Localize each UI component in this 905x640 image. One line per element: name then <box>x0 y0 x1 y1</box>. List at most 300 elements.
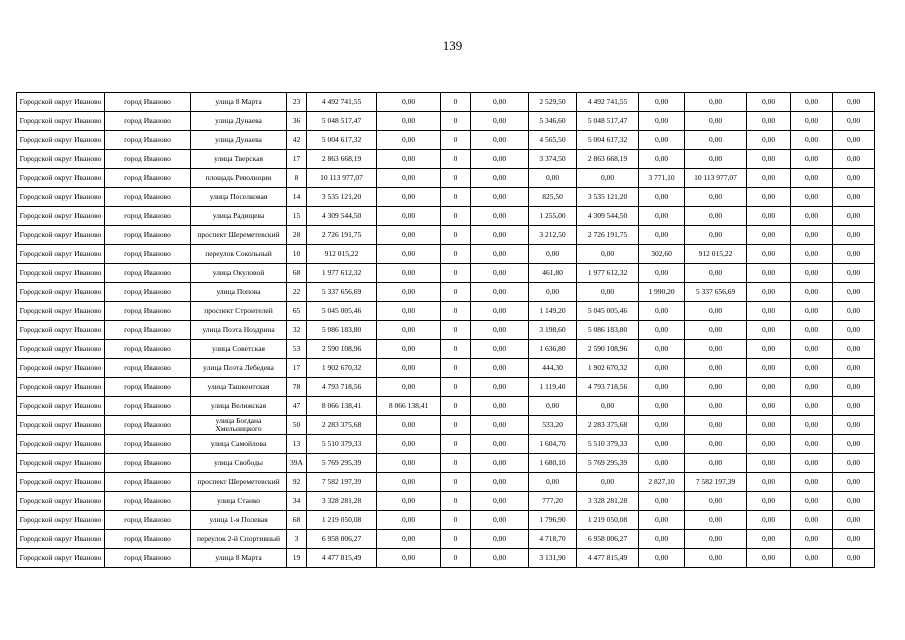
cost-cell: 0,00 <box>377 302 441 321</box>
locality-cell: город Иваново <box>105 549 191 568</box>
area-cell: 0,00 <box>639 416 685 435</box>
cost-cell: 912 015,22 <box>685 245 747 264</box>
municipality-cell: Городской округ Иваново <box>17 530 105 549</box>
area-cell: 0,00 <box>639 207 685 226</box>
locality-cell: город Иваново <box>105 378 191 397</box>
count-cell: 0 <box>441 245 471 264</box>
cost-cell: 0,00 <box>377 549 441 568</box>
area-cell: 1 990,20 <box>639 283 685 302</box>
table-row <box>17 454 875 473</box>
table-row <box>17 378 875 397</box>
cost-cell: 0,00 <box>471 245 529 264</box>
cost-cell: 0,00 <box>685 226 747 245</box>
locality-cell: город Иваново <box>105 112 191 131</box>
municipality-cell: Городской округ Иваново <box>17 340 105 359</box>
table-row <box>17 226 875 245</box>
cost-cell: 0,00 <box>833 283 875 302</box>
area-cell: 0,00 <box>529 283 577 302</box>
count-cell: 0 <box>441 473 471 492</box>
registry-table <box>16 92 875 568</box>
area-cell: 2 827,10 <box>639 473 685 492</box>
table-row <box>17 93 875 112</box>
area-cell: 1 119,40 <box>529 378 577 397</box>
area-cell: 0,00 <box>529 397 577 416</box>
cost-cell: 0,00 <box>791 131 833 150</box>
municipality-cell: Городской округ Иваново <box>17 264 105 283</box>
cost-cell: 0,00 <box>377 359 441 378</box>
cost-cell: 0,00 <box>747 530 791 549</box>
area-cell: 0,00 <box>529 473 577 492</box>
street-cell: улица Свободы <box>191 454 287 473</box>
street-cell: проспект Шереметевский <box>191 473 287 492</box>
cost-cell: 0,00 <box>747 169 791 188</box>
count-cell: 0 <box>441 549 471 568</box>
area-cell: 0,00 <box>529 169 577 188</box>
cost-cell: 0,00 <box>791 226 833 245</box>
house-number-cell: 65 <box>287 302 307 321</box>
cost-cell: 0,00 <box>833 264 875 283</box>
cost-cell: 0,00 <box>685 378 747 397</box>
locality-cell: город Иваново <box>105 511 191 530</box>
cost-cell: 0,00 <box>471 340 529 359</box>
cost-cell: 0,00 <box>377 169 441 188</box>
total-cost-cell: 4 492 741,55 <box>307 93 377 112</box>
municipality-cell: Городской округ Иваново <box>17 454 105 473</box>
cost-cell: 0,00 <box>685 549 747 568</box>
house-number-cell: 47 <box>287 397 307 416</box>
municipality-cell: Городской округ Иваново <box>17 359 105 378</box>
total-cost-cell: 4 477 815,49 <box>307 549 377 568</box>
cost-cell: 1 219 050,08 <box>577 511 639 530</box>
cost-cell: 6 958 006,27 <box>577 530 639 549</box>
street-cell: улица Самойлова <box>191 435 287 454</box>
count-cell: 0 <box>441 435 471 454</box>
cost-cell: 0,00 <box>791 207 833 226</box>
cost-cell: 0,00 <box>791 264 833 283</box>
cost-cell: 0,00 <box>471 359 529 378</box>
municipality-cell: Городской округ Иваново <box>17 511 105 530</box>
house-number-cell: 78 <box>287 378 307 397</box>
cost-cell: 0,00 <box>685 302 747 321</box>
cost-cell: 0,00 <box>791 283 833 302</box>
cost-cell: 0,00 <box>747 359 791 378</box>
cost-cell: 10 113 977,07 <box>685 169 747 188</box>
cost-cell: 0,00 <box>471 416 529 435</box>
locality-cell: город Иваново <box>105 169 191 188</box>
count-cell: 0 <box>441 150 471 169</box>
street-cell: переулок 2-й Спортивный <box>191 530 287 549</box>
cost-cell: 0,00 <box>377 283 441 302</box>
total-cost-cell: 4 309 544,50 <box>307 207 377 226</box>
total-cost-cell: 5 337 656,69 <box>307 283 377 302</box>
cost-cell: 0,00 <box>833 245 875 264</box>
street-cell: площадь Революции <box>191 169 287 188</box>
cost-cell: 0,00 <box>377 264 441 283</box>
house-number-cell: 23 <box>287 93 307 112</box>
cost-cell: 0,00 <box>833 416 875 435</box>
table-row <box>17 416 875 435</box>
cost-cell: 0,00 <box>833 112 875 131</box>
table-row <box>17 435 875 454</box>
count-cell: 0 <box>441 283 471 302</box>
table-row <box>17 302 875 321</box>
locality-cell: город Иваново <box>105 226 191 245</box>
table-row <box>17 112 875 131</box>
total-cost-cell: 2 863 668,19 <box>307 150 377 169</box>
house-number-cell: 53 <box>287 340 307 359</box>
locality-cell: город Иваново <box>105 473 191 492</box>
cost-cell: 4 492 741,55 <box>577 93 639 112</box>
count-cell: 0 <box>441 340 471 359</box>
area-cell: 0,00 <box>639 530 685 549</box>
area-cell: 3 198,60 <box>529 321 577 340</box>
cost-cell: 0,00 <box>377 226 441 245</box>
street-cell: улица Велижская <box>191 397 287 416</box>
area-cell: 4 718,70 <box>529 530 577 549</box>
cost-cell: 0,00 <box>471 492 529 511</box>
table-row <box>17 321 875 340</box>
cost-cell: 0,00 <box>791 416 833 435</box>
cost-cell: 0,00 <box>471 530 529 549</box>
table-row <box>17 207 875 226</box>
street-cell: улица Поэта Ноздрина <box>191 321 287 340</box>
cost-cell: 0,00 <box>747 435 791 454</box>
cost-cell: 0,00 <box>377 150 441 169</box>
cost-cell: 0,00 <box>377 131 441 150</box>
cost-cell: 0,00 <box>685 359 747 378</box>
area-cell: 1 636,80 <box>529 340 577 359</box>
table-row <box>17 492 875 511</box>
cost-cell: 0,00 <box>791 397 833 416</box>
table-row <box>17 283 875 302</box>
locality-cell: город Иваново <box>105 131 191 150</box>
table-row <box>17 264 875 283</box>
cost-cell: 0,00 <box>747 454 791 473</box>
cost-cell: 2 726 191,75 <box>577 226 639 245</box>
cost-cell: 0,00 <box>791 245 833 264</box>
cost-cell: 0,00 <box>747 473 791 492</box>
cost-cell: 0,00 <box>471 150 529 169</box>
municipality-cell: Городской округ Иваново <box>17 473 105 492</box>
cost-cell: 0,00 <box>833 511 875 530</box>
total-cost-cell: 5 086 183,80 <box>307 321 377 340</box>
cost-cell: 0,00 <box>791 359 833 378</box>
total-cost-cell: 8 066 138,41 <box>307 397 377 416</box>
area-cell: 1 680,10 <box>529 454 577 473</box>
area-cell: 777,20 <box>529 492 577 511</box>
area-cell: 4 565,50 <box>529 131 577 150</box>
house-number-cell: 17 <box>287 359 307 378</box>
cost-cell: 0,00 <box>377 511 441 530</box>
cost-cell: 5 048 517,47 <box>577 112 639 131</box>
street-cell: улица Станко <box>191 492 287 511</box>
cost-cell: 0,00 <box>747 112 791 131</box>
cost-cell: 0,00 <box>833 530 875 549</box>
area-cell: 1 796,90 <box>529 511 577 530</box>
municipality-cell: Городской округ Иваново <box>17 492 105 511</box>
count-cell: 0 <box>441 378 471 397</box>
cost-cell: 0,00 <box>747 378 791 397</box>
cost-cell: 0,00 <box>685 435 747 454</box>
locality-cell: город Иваново <box>105 530 191 549</box>
cost-cell: 5 337 656,69 <box>685 283 747 302</box>
cost-cell: 0,00 <box>747 245 791 264</box>
cost-cell: 0,00 <box>833 378 875 397</box>
municipality-cell: Городской округ Иваново <box>17 283 105 302</box>
total-cost-cell: 5 004 617,32 <box>307 131 377 150</box>
cost-cell: 0,00 <box>377 207 441 226</box>
cost-cell: 0,00 <box>833 131 875 150</box>
total-cost-cell: 3 328 281,28 <box>307 492 377 511</box>
municipality-cell: Городской округ Иваново <box>17 416 105 435</box>
cost-cell: 0,00 <box>377 530 441 549</box>
area-cell: 0,00 <box>529 245 577 264</box>
house-number-cell: 68 <box>287 511 307 530</box>
cost-cell: 0,00 <box>791 378 833 397</box>
cost-cell: 4 477 815,49 <box>577 549 639 568</box>
house-number-cell: 32 <box>287 321 307 340</box>
area-cell: 2 529,50 <box>529 93 577 112</box>
cost-cell: 0,00 <box>791 340 833 359</box>
cost-cell: 0,00 <box>471 549 529 568</box>
cost-cell: 0,00 <box>471 435 529 454</box>
street-cell: улица 8 Марта <box>191 93 287 112</box>
area-cell: 3 212,50 <box>529 226 577 245</box>
street-cell: улица 8 Марта <box>191 549 287 568</box>
locality-cell: город Иваново <box>105 264 191 283</box>
cost-cell: 0,00 <box>471 454 529 473</box>
cost-cell: 0,00 <box>791 454 833 473</box>
total-cost-cell: 5 045 005,46 <box>307 302 377 321</box>
total-cost-cell: 7 582 197,39 <box>307 473 377 492</box>
area-cell: 0,00 <box>639 492 685 511</box>
cost-cell: 0,00 <box>685 207 747 226</box>
cost-cell: 0,00 <box>471 264 529 283</box>
cost-cell: 0,00 <box>833 302 875 321</box>
cost-cell: 0,00 <box>747 397 791 416</box>
street-cell: улица Ташкентская <box>191 378 287 397</box>
area-cell: 0,00 <box>639 378 685 397</box>
area-cell: 0,00 <box>639 226 685 245</box>
table-row <box>17 397 875 416</box>
cost-cell: 0,00 <box>377 454 441 473</box>
cost-cell: 0,00 <box>791 549 833 568</box>
street-cell: улица Радищева <box>191 207 287 226</box>
cost-cell: 0,00 <box>747 131 791 150</box>
house-number-cell: 39А <box>287 454 307 473</box>
cost-cell: 0,00 <box>685 340 747 359</box>
count-cell: 0 <box>441 321 471 340</box>
total-cost-cell: 912 015,22 <box>307 245 377 264</box>
cost-cell: 0,00 <box>377 435 441 454</box>
total-cost-cell: 3 535 121,20 <box>307 188 377 207</box>
house-number-cell: 19 <box>287 549 307 568</box>
house-number-cell: 15 <box>287 207 307 226</box>
cost-cell: 0,00 <box>791 511 833 530</box>
count-cell: 0 <box>441 359 471 378</box>
municipality-cell: Городской округ Иваново <box>17 302 105 321</box>
municipality-cell: Городской округ Иваново <box>17 245 105 264</box>
street-cell: проспект Строителей <box>191 302 287 321</box>
cost-cell: 0,00 <box>685 416 747 435</box>
count-cell: 0 <box>441 397 471 416</box>
house-number-cell: 8 <box>287 169 307 188</box>
cost-cell: 0,00 <box>471 321 529 340</box>
area-cell: 461,80 <box>529 264 577 283</box>
house-number-cell: 13 <box>287 435 307 454</box>
cost-cell: 0,00 <box>747 302 791 321</box>
area-cell: 1 255,00 <box>529 207 577 226</box>
street-cell: улица Поселковая <box>191 188 287 207</box>
street-cell: улица Богдана Хмельницкого <box>191 416 287 435</box>
cost-cell: 0,00 <box>685 511 747 530</box>
cost-cell: 0,00 <box>685 188 747 207</box>
cost-cell: 0,00 <box>833 226 875 245</box>
cost-cell: 0,00 <box>833 169 875 188</box>
cost-cell: 0,00 <box>685 492 747 511</box>
cost-cell: 0,00 <box>377 93 441 112</box>
locality-cell: город Иваново <box>105 207 191 226</box>
cost-cell: 0,00 <box>791 112 833 131</box>
cost-cell: 0,00 <box>791 435 833 454</box>
total-cost-cell: 5 510 379,33 <box>307 435 377 454</box>
cost-cell: 0,00 <box>747 264 791 283</box>
cost-cell: 1 902 670,32 <box>577 359 639 378</box>
municipality-cell: Городской округ Иваново <box>17 93 105 112</box>
municipality-cell: Городской округ Иваново <box>17 549 105 568</box>
total-cost-cell: 5 769 295,39 <box>307 454 377 473</box>
cost-cell: 2 590 108,96 <box>577 340 639 359</box>
cost-cell: 0,00 <box>791 93 833 112</box>
house-number-cell: 17 <box>287 150 307 169</box>
cost-cell: 0,00 <box>577 397 639 416</box>
cost-cell: 7 582 197,39 <box>685 473 747 492</box>
cost-cell: 8 066 138,41 <box>377 397 441 416</box>
cost-cell: 0,00 <box>747 511 791 530</box>
locality-cell: город Иваново <box>105 359 191 378</box>
cost-cell: 2 283 375,68 <box>577 416 639 435</box>
house-number-cell: 28 <box>287 226 307 245</box>
table-row <box>17 359 875 378</box>
area-cell: 0,00 <box>639 340 685 359</box>
count-cell: 0 <box>441 492 471 511</box>
locality-cell: город Иваново <box>105 340 191 359</box>
cost-cell: 0,00 <box>685 264 747 283</box>
area-cell: 3 374,50 <box>529 150 577 169</box>
table-row <box>17 169 875 188</box>
table-row <box>17 340 875 359</box>
area-cell: 0,00 <box>639 93 685 112</box>
municipality-cell: Городской округ Иваново <box>17 226 105 245</box>
municipality-cell: Городской округ Иваново <box>17 169 105 188</box>
total-cost-cell: 2 590 108,96 <box>307 340 377 359</box>
cost-cell: 0,00 <box>377 340 441 359</box>
count-cell: 0 <box>441 112 471 131</box>
house-number-cell: 68 <box>287 264 307 283</box>
area-cell: 0,00 <box>639 435 685 454</box>
cost-cell: 0,00 <box>685 150 747 169</box>
cost-cell: 0,00 <box>747 283 791 302</box>
locality-cell: город Иваново <box>105 321 191 340</box>
house-number-cell: 50 <box>287 416 307 435</box>
count-cell: 0 <box>441 188 471 207</box>
cost-cell: 0,00 <box>377 321 441 340</box>
street-cell: улица Тверская <box>191 150 287 169</box>
cost-cell: 0,00 <box>747 93 791 112</box>
cost-cell: 0,00 <box>747 340 791 359</box>
cost-cell: 0,00 <box>833 321 875 340</box>
count-cell: 0 <box>441 131 471 150</box>
cost-cell: 0,00 <box>685 530 747 549</box>
cost-cell: 0,00 <box>377 188 441 207</box>
area-cell: 0,00 <box>639 454 685 473</box>
table-row <box>17 188 875 207</box>
total-cost-cell: 6 958 006,27 <box>307 530 377 549</box>
house-number-cell: 22 <box>287 283 307 302</box>
street-cell: улица Попова <box>191 283 287 302</box>
table-row <box>17 131 875 150</box>
cost-cell: 0,00 <box>471 511 529 530</box>
count-cell: 0 <box>441 93 471 112</box>
cost-cell: 0,00 <box>833 435 875 454</box>
cost-cell: 0,00 <box>833 397 875 416</box>
locality-cell: город Иваново <box>105 245 191 264</box>
area-cell: 0,00 <box>639 302 685 321</box>
locality-cell: город Иваново <box>105 454 191 473</box>
area-cell: 0,00 <box>639 264 685 283</box>
registry-table-body <box>17 93 875 568</box>
municipality-cell: Городской округ Иваново <box>17 131 105 150</box>
house-number-cell: 34 <box>287 492 307 511</box>
cost-cell: 0,00 <box>577 283 639 302</box>
area-cell: 0,00 <box>639 131 685 150</box>
area-cell: 0,00 <box>639 150 685 169</box>
cost-cell: 0,00 <box>833 492 875 511</box>
municipality-cell: Городской округ Иваново <box>17 150 105 169</box>
locality-cell: город Иваново <box>105 302 191 321</box>
cost-cell: 0,00 <box>471 131 529 150</box>
municipality-cell: Городской округ Иваново <box>17 207 105 226</box>
cost-cell: 5 086 183,80 <box>577 321 639 340</box>
cost-cell: 5 510 379,33 <box>577 435 639 454</box>
cost-cell: 0,00 <box>577 473 639 492</box>
page-number: 139 <box>442 38 463 53</box>
cost-cell: 0,00 <box>471 93 529 112</box>
table-row <box>17 530 875 549</box>
street-cell: улица Окуловой <box>191 264 287 283</box>
locality-cell: город Иваново <box>105 492 191 511</box>
area-cell: 3 771,10 <box>639 169 685 188</box>
cost-cell: 0,00 <box>747 492 791 511</box>
cost-cell: 0,00 <box>471 169 529 188</box>
cost-cell: 0,00 <box>377 416 441 435</box>
cost-cell: 0,00 <box>747 226 791 245</box>
cost-cell: 0,00 <box>747 150 791 169</box>
cost-cell: 0,00 <box>471 188 529 207</box>
house-number-cell: 10 <box>287 245 307 264</box>
municipality-cell: Городской округ Иваново <box>17 112 105 131</box>
cost-cell: 5 769 295,39 <box>577 454 639 473</box>
count-cell: 0 <box>441 530 471 549</box>
count-cell: 0 <box>441 302 471 321</box>
area-cell: 3 131,90 <box>529 549 577 568</box>
area-cell: 1 149,20 <box>529 302 577 321</box>
cost-cell: 0,00 <box>685 93 747 112</box>
municipality-cell: Городской округ Иваново <box>17 397 105 416</box>
cost-cell: 0,00 <box>833 473 875 492</box>
area-cell: 1 604,70 <box>529 435 577 454</box>
locality-cell: город Иваново <box>105 397 191 416</box>
